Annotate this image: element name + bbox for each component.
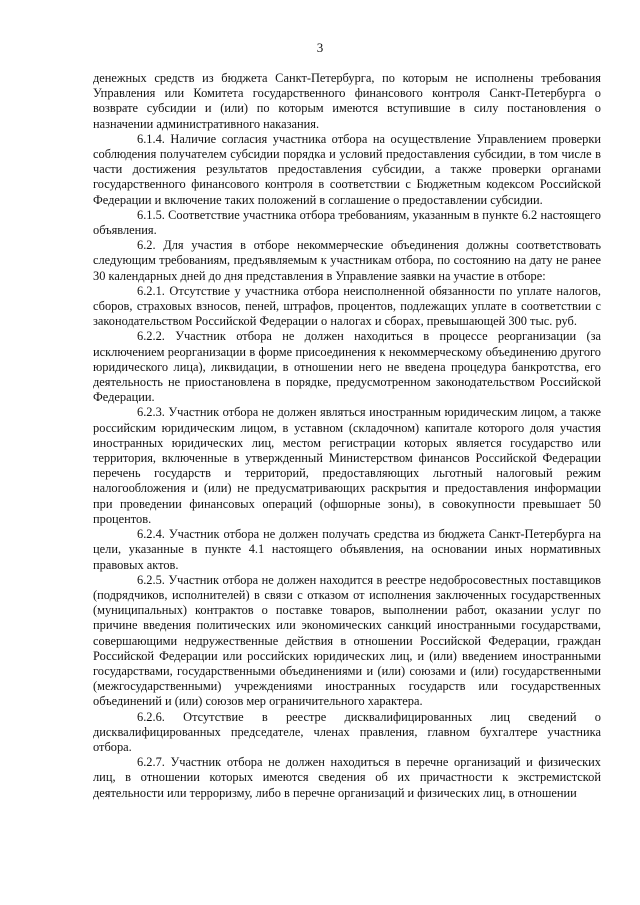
paragraph-6-1-4: 6.1.4. Наличие согласия участника отбора на осуществление Управлением проверки соблюдения получателем субсидии порядка и условий предоставления субсидии, в том числе в части достижения результатов предоставления субсидии, а также проверки органами государственного финансового контроля в соответствии с Бюджетным кодексом Российской Федерации и включение таких положений в соглашение о предоставлении субсидии. — [93, 131, 601, 207]
document-body — [93, 71, 601, 801]
paragraph-6-2-2: 6.2.2. Участник отбора не должен находиться в процессе реорганизации (за исключением реорганизации в форме присоединения к некоммерческому объединению другого юридического лица), ликвидации, в отношении него не введена процедура банкротства, его деятельность не приостановлена в порядке, предусмотренном законодательством Российской Федерации. — [93, 329, 601, 405]
paragraph-6-2-5: 6.2.5. Участник отбора не должен находится в реестре недобросовестных поставщиков (подрядчиков, исполнителей) в связи с отказом от исполнения заключенных государственных (муниципальных) контрактов о поставке товаров, выполнении работ, оказании услуг по причине введения политических или экономических санкций иностранными государствами, совершающими недружественные действия в отношении Российской Федерации, граждан Российской Федерации или российских юридических лиц, и (или) введением иностранными государствами, государственными объединениями и (или) союзами и (или) государственными (межгосударственными) учреждениями иностранных государств или государственных объединений и (или) союзов мер ограничительного характера. — [93, 572, 601, 709]
paragraph-6-2-6: 6.2.6. Отсутствие в реестре дисквалифицированных лиц сведений о дисквалифицированных председателе, членах правления, главном бухгалтере участника отбора. — [93, 709, 601, 754]
paragraph-6-2-3: 6.2.3. Участник отбора не должен являться иностранным юридическим лицом, а также российским юридическим лицом, в уставном (складочном) капитале которого доля участия иностранных юридических лиц, местом регистрации которых является государство или территория, включенные в утвержденный Министерством финансов Российской Федерации перечень государств и территорий, предоставляющих льготный налоговый режим налогообложения и (или) не предусматривающих раскрытия и предоставления информации при проведении финансовых операций (офшорные зоны), в совокупности превышает 50 процентов. — [93, 405, 601, 526]
page-number: 3 — [316, 40, 324, 55]
paragraph-6-2-4: 6.2.4. Участник отбора не должен получать средства из бюджета Санкт-Петербурга на цели, указанные в пункте 4.1 настоящего объявления, на основании иных нормативных правовых актов. — [93, 527, 601, 572]
paragraph-6-2-7: 6.2.7. Участник отбора не должен находиться в перечне организаций и физических лиц, в отношении которых имеются сведения об их причастности к экстремистской деятельности или терроризму, либо в перечне организаций и физических лиц, в отношении — [93, 755, 601, 800]
paragraph-6-1-5: 6.1.5. Соответствие участника отбора требованиям, указанным в пункте 6.2 настоящего объявления. — [93, 207, 601, 238]
paragraph-6-2: 6.2. Для участия в отборе некоммерческие объединения должны соответствовать следующим требованиям, предъявляемым к участникам отбора, по состоянию на дату не ранее 30 календарных дней до дня представления в Управление заявки на участие в отборе: — [93, 238, 601, 283]
paragraph-6-2-1: 6.2.1. Отсутствие у участника отбора неисполненной обязанности по уплате налогов, сборов, страховых взносов, пеней, штрафов, процентов, подлежащих уплате в соответствии с законодательством Российской Федерации о налогах и сборах, превышающей 300 тыс. руб. — [93, 283, 601, 329]
paragraph-continuation: денежных средств из бюджета Санкт-Петербурга, по которым не исполнены требования Управления или Комитета государственного финансового контроля Санкт-Петербурга о возврате субсидии и (или) по которым имеются вступившие в силу постановления о назначении административного наказания. — [93, 71, 601, 131]
